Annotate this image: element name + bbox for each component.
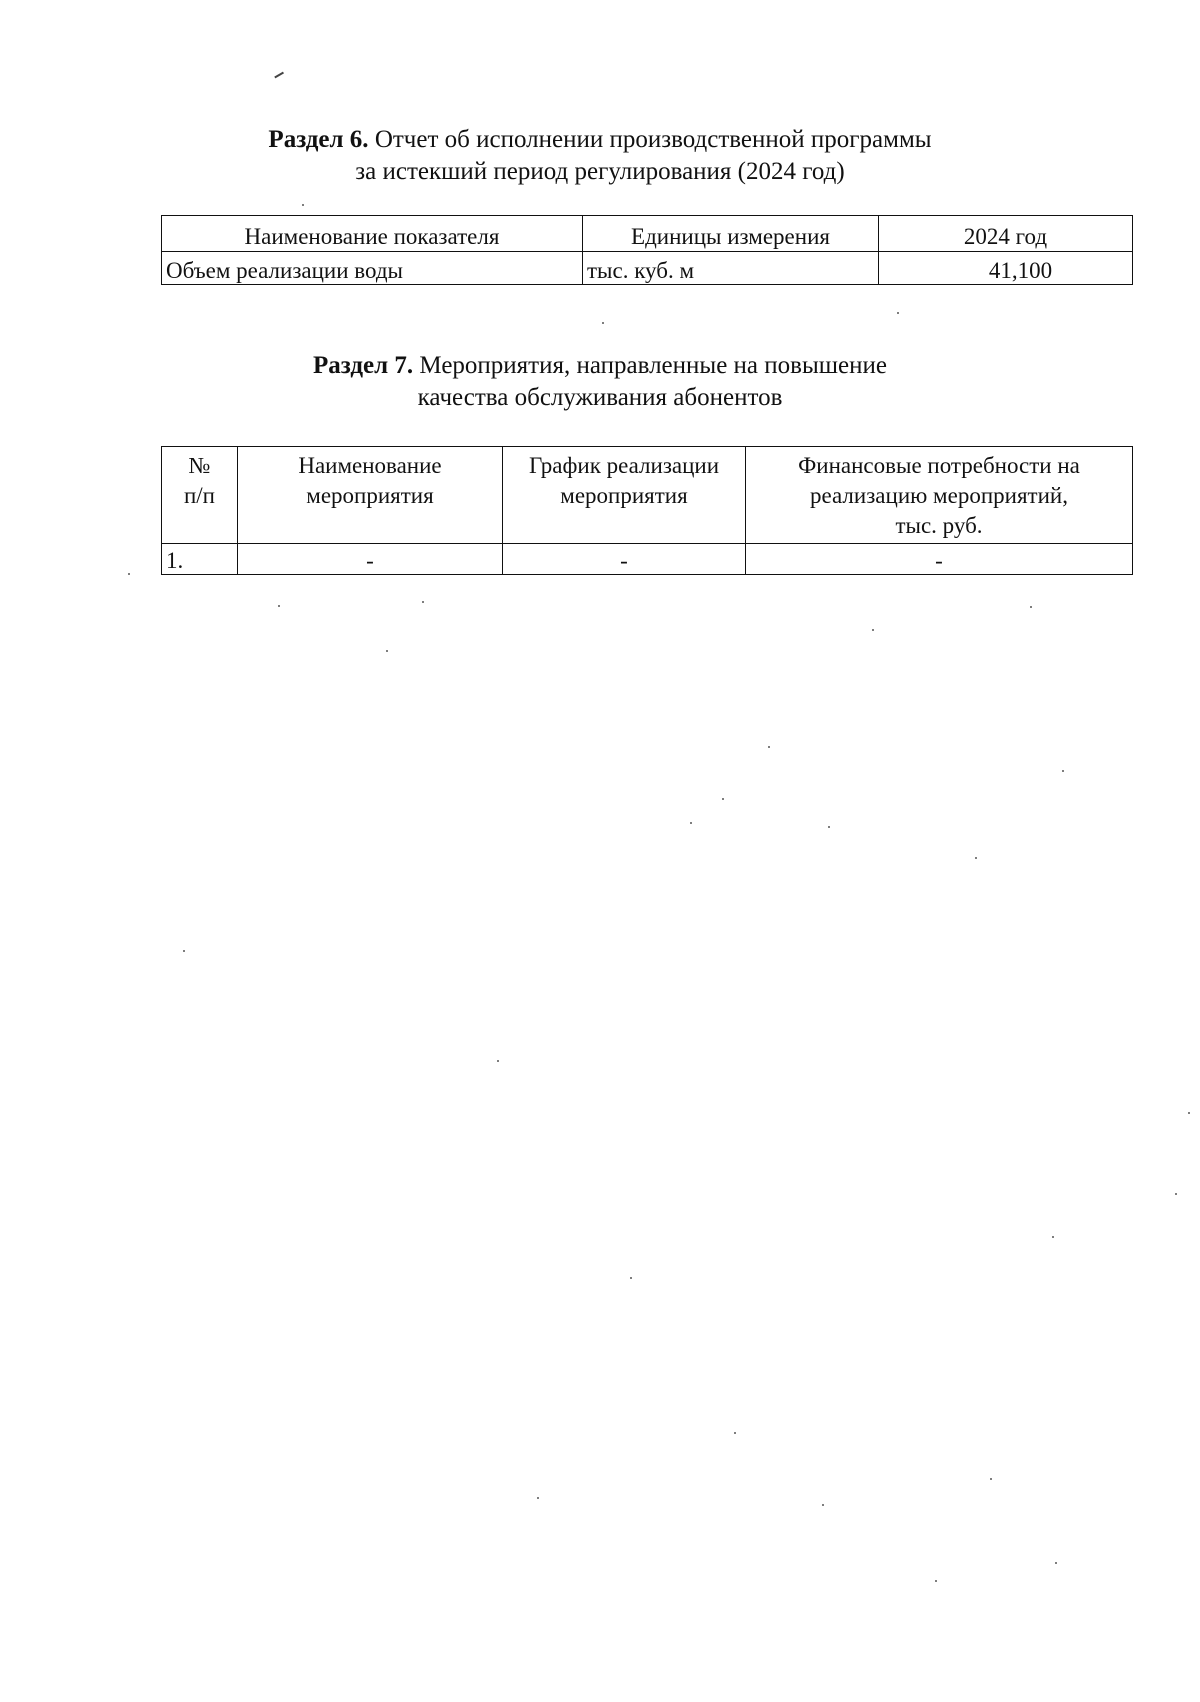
- header-indicator-name: Наименование показателя: [162, 216, 583, 252]
- header-number-line1: №: [188, 453, 211, 478]
- scan-dot: [1030, 606, 1032, 608]
- table-row: [162, 544, 1133, 575]
- scan-dot: [422, 601, 424, 603]
- header-finance-line3: тыс. руб.: [895, 513, 983, 538]
- header-number-line2: п/п: [183, 483, 215, 508]
- finance-cell: -: [746, 544, 1133, 575]
- header-measure-name: [238, 447, 503, 544]
- header-schedule: [503, 447, 746, 544]
- header-year: 2024 год: [879, 216, 1133, 252]
- section-7-label: Раздел 7.: [313, 352, 414, 379]
- scan-dot: [690, 822, 692, 824]
- table-header-row: [162, 447, 1133, 544]
- section-6-label: Раздел 6.: [268, 126, 369, 153]
- scan-dot: [734, 1432, 736, 1434]
- scan-dot: [128, 573, 130, 575]
- section-7-heading: [0, 350, 1200, 414]
- header-finance: [746, 447, 1133, 544]
- scan-dot: [386, 650, 388, 652]
- scan-dot: [1052, 1236, 1054, 1238]
- indicator-table: [161, 215, 1133, 285]
- scan-dot: [1062, 770, 1064, 772]
- value-cell: 41,100: [879, 252, 1133, 285]
- scan-dot: [1175, 1193, 1177, 1195]
- header-finance-line2: реализацию мероприятий,: [810, 483, 1068, 508]
- section-6-heading: [0, 124, 1200, 188]
- section-7-title: Мероприятия, направленные на повышение: [419, 352, 887, 379]
- header-measure-name-line1: Наименование: [298, 453, 442, 478]
- scan-dot: [722, 798, 724, 800]
- header-number: [162, 447, 238, 544]
- scan-dot: [602, 322, 604, 324]
- scan-dot: [975, 857, 977, 859]
- section-6-title-line2: за истекший период регулирования (2024 год): [355, 158, 845, 185]
- scan-dot: [872, 629, 874, 631]
- scan-dot: [302, 204, 304, 206]
- header-schedule-line1: График реализации: [528, 453, 720, 478]
- section-7-title-line2: качества обслуживания абонентов: [417, 384, 783, 411]
- scan-mark: [274, 72, 283, 78]
- scan-dot: [1055, 1562, 1057, 1564]
- scan-dot: [828, 826, 830, 828]
- scan-dot: [497, 1060, 499, 1062]
- scan-dot: [630, 1277, 632, 1279]
- scan-dot: [935, 1580, 937, 1582]
- scan-dot: [278, 605, 280, 607]
- unit-cell: тыс. куб. м: [583, 252, 879, 285]
- header-measure-name-line2: мероприятия: [306, 483, 434, 508]
- scan-dot: [1188, 1112, 1190, 1114]
- scan-dot: [768, 746, 770, 748]
- scan-dot: [990, 1478, 992, 1480]
- scan-dot: [537, 1497, 539, 1499]
- row-number-cell: 1.: [162, 544, 238, 575]
- schedule-cell: -: [503, 544, 746, 575]
- table-header-row: [162, 216, 1133, 252]
- measure-name-cell: -: [238, 544, 503, 575]
- scan-dot: [822, 1504, 824, 1506]
- indicator-name-cell: Объем реализации воды: [162, 252, 583, 285]
- table-row: [162, 252, 1133, 285]
- section-6-title: Отчет об исполнении производственной программы: [374, 126, 932, 153]
- scan-dot: [183, 950, 185, 952]
- measures-table: [161, 446, 1133, 575]
- header-unit: Единицы измерения: [583, 216, 879, 252]
- header-schedule-line2: мероприятия: [560, 483, 688, 508]
- header-finance-line1: Финансовые потребности на: [798, 453, 1080, 478]
- section-6-title-line1: [0, 124, 1200, 156]
- section-7-title-line1: [0, 350, 1200, 382]
- scan-dot: [897, 312, 899, 314]
